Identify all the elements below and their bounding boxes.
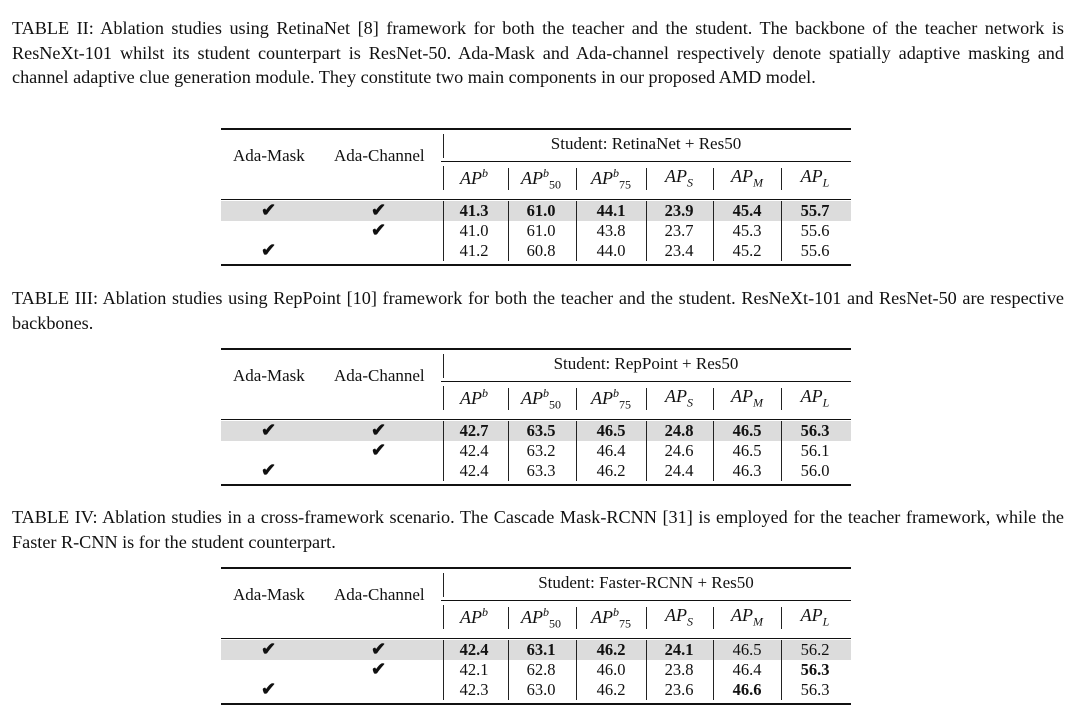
table-cell: 45.2 (732, 241, 762, 260)
table-cell: 46.6 (732, 680, 762, 699)
table-cell: 56.0 (800, 461, 830, 480)
header-rule (221, 419, 851, 420)
ap-m-header: $AP_M$ (731, 166, 763, 190)
column-separator (713, 388, 714, 410)
column-separator (443, 201, 444, 261)
group-title: Student: RetinaNet + Res50 (550, 134, 742, 153)
ap-s-header: $AP_S$ (665, 386, 693, 410)
column-separator (713, 607, 714, 629)
table-cell: 44.0 (596, 241, 626, 260)
ada-mask-header: Ada-Mask (233, 366, 305, 385)
ap-l-header: $AP_L$ (800, 605, 830, 629)
column-separator (443, 168, 444, 190)
column-separator (508, 607, 509, 629)
table-cell: 24.4 (664, 461, 694, 480)
column-separator (646, 607, 647, 629)
column-separator (508, 388, 509, 410)
header-rule (221, 638, 851, 639)
ada-channel-check: ✔ (371, 420, 387, 440)
table-cell: 46.5 (732, 441, 762, 460)
ap-s-header: $AP_S$ (665, 605, 693, 629)
header-rule (221, 199, 851, 200)
table-cell: 24.1 (664, 640, 694, 659)
table-cell: 42.4 (459, 461, 489, 480)
column-separator (443, 607, 444, 629)
table-cell: 63.2 (526, 441, 556, 460)
column-separator (646, 168, 647, 190)
group-title: Student: RepPoint + Res50 (553, 354, 739, 373)
column-separator (508, 201, 509, 261)
table-iii (221, 348, 851, 498)
ada-mask-check: ✔ (261, 460, 277, 480)
table-cell: 56.3 (800, 421, 830, 440)
table-cell: 24.8 (664, 421, 694, 440)
column-separator (576, 388, 577, 410)
column-separator (781, 201, 782, 261)
column-separator (646, 388, 647, 410)
column-separator (443, 388, 444, 410)
table-cell: 46.2 (596, 461, 626, 480)
ap-b-50-header: $AP^b_{50}$ (521, 166, 561, 192)
bottom-rule (221, 703, 851, 705)
ap-l-header: $AP_L$ (800, 386, 830, 410)
ada-channel-check: ✔ (371, 440, 387, 460)
ada-mask-header: Ada-Mask (233, 585, 305, 604)
ap-b-75-header: $AP^b_{75}$ (591, 386, 631, 412)
table-cell: 46.5 (732, 640, 762, 659)
column-separator (576, 421, 577, 481)
table-cell: 46.5 (732, 421, 762, 440)
column-separator (646, 640, 647, 700)
table-cell: 42.7 (459, 421, 489, 440)
ada-channel-check: ✔ (371, 200, 387, 220)
column-separator (781, 607, 782, 629)
table-cell: 23.8 (664, 660, 694, 679)
column-separator (508, 640, 509, 700)
ada-mask-header: Ada-Mask (233, 146, 305, 165)
table-cell: 46.4 (732, 660, 762, 679)
group-title: Student: Faster-RCNN + Res50 (538, 573, 754, 592)
table-cell: 42.4 (459, 640, 489, 659)
table-cell: 56.3 (800, 680, 830, 699)
column-separator (781, 168, 782, 190)
column-separator (713, 640, 714, 700)
column-separator (781, 421, 782, 481)
table-cell: 41.2 (459, 241, 489, 260)
ada-mask-check: ✔ (261, 420, 277, 440)
bottom-rule (221, 484, 851, 486)
top-rule (221, 567, 851, 569)
table-cell: 42.4 (459, 441, 489, 460)
ap-b-header: $AP^b$ (460, 166, 488, 188)
table-cell: 23.6 (664, 680, 694, 699)
table-cell: 63.5 (526, 421, 556, 440)
table-cell: 46.0 (596, 660, 626, 679)
table-cell: 46.5 (596, 421, 626, 440)
table-cell: 61.0 (526, 221, 556, 240)
table-cell: 46.4 (596, 441, 626, 460)
table-cell: 63.0 (526, 680, 556, 699)
ada-mask-check: ✔ (261, 240, 277, 260)
table-cell: 61.0 (526, 201, 556, 220)
table-cell: 42.1 (459, 660, 489, 679)
table-iii-caption: TABLE III: Ablation studies using RepPoint [10] framework for both the teacher and the student. ResNeXt-101 and ResNet-50 are respective backbones. (12, 288, 1064, 333)
column-separator (781, 640, 782, 700)
column-separator (576, 168, 577, 190)
column-separator (781, 388, 782, 410)
table-cell: 45.4 (732, 201, 762, 220)
ada-channel-header: Ada-Channel (334, 146, 425, 165)
table-cell: 43.8 (596, 221, 626, 240)
table-cell: 45.3 (732, 221, 762, 240)
table-cell: 46.2 (596, 680, 626, 699)
ap-b-header: $AP^b$ (460, 605, 488, 627)
ap-b-75-header: $AP^b_{75}$ (591, 166, 631, 192)
column-separator (576, 640, 577, 700)
table-ii (221, 128, 851, 278)
top-rule (221, 348, 851, 350)
table-ii-caption: TABLE II: Ablation studies using RetinaNet [8] framework for both the teacher and the student. The backbone of the teacher network is ResNeXt-101 whilst its student counterpart is ResNet-50. Ada-Mask and Ada-channel respectively denote spatially adaptive masking and channel adaptive clue generation module. They constitute two main components in our proposed AMD model. (12, 18, 1064, 87)
table-iv (221, 567, 851, 717)
table-cell: 23.4 (664, 241, 694, 260)
ada-mask-check: ✔ (261, 200, 277, 220)
column-separator (646, 421, 647, 481)
ada-channel-check: ✔ (371, 639, 387, 659)
mid-rule (441, 600, 851, 601)
ada-mask-check: ✔ (261, 639, 277, 659)
table-cell: 23.7 (664, 221, 694, 240)
column-separator (508, 421, 509, 481)
column-separator (508, 168, 509, 190)
table-cell: 23.9 (664, 201, 694, 220)
bottom-rule (221, 264, 851, 266)
table-cell: 55.6 (800, 241, 830, 260)
table-cell: 44.1 (596, 201, 626, 220)
table-cell: 46.3 (732, 461, 762, 480)
ada-channel-header: Ada-Channel (334, 366, 425, 385)
table-cell: 56.1 (800, 441, 830, 460)
ap-b-50-header: $AP^b_{50}$ (521, 605, 561, 631)
table-cell: 24.6 (664, 441, 694, 460)
ada-mask-check: ✔ (261, 679, 277, 699)
mid-rule (441, 161, 851, 162)
table-cell: 55.7 (800, 201, 830, 220)
table-iv-caption: TABLE IV: Ablation studies in a cross-framework scenario. The Cascade Mask-RCNN [31] is employed for the teacher framework, while the Faster R-CNN is for the student counterpart. (12, 507, 1064, 552)
ada-channel-header: Ada-Channel (334, 585, 425, 604)
table-cell: 62.8 (526, 660, 556, 679)
table-cell: 41.3 (459, 201, 489, 220)
ap-s-header: $AP_S$ (665, 166, 693, 190)
ap-b-75-header: $AP^b_{75}$ (591, 605, 631, 631)
table-cell: 41.0 (459, 221, 489, 240)
table-cell: 55.6 (800, 221, 830, 240)
table-cell: 46.2 (596, 640, 626, 659)
mid-rule (441, 381, 851, 382)
ap-b-header: $AP^b$ (460, 386, 488, 408)
column-separator (713, 168, 714, 190)
top-rule (221, 128, 851, 130)
table-cell: 63.3 (526, 461, 556, 480)
column-separator (713, 421, 714, 481)
table-cell: 56.3 (800, 660, 830, 679)
column-separator (576, 607, 577, 629)
column-separator (713, 201, 714, 261)
table-cell: 42.3 (459, 680, 489, 699)
ap-m-header: $AP_M$ (731, 386, 763, 410)
column-separator (443, 640, 444, 700)
table-cell: 63.1 (526, 640, 556, 659)
column-separator (646, 201, 647, 261)
table-cell: 56.2 (800, 640, 830, 659)
ap-b-50-header: $AP^b_{50}$ (521, 386, 561, 412)
ap-m-header: $AP_M$ (731, 605, 763, 629)
ap-l-header: $AP_L$ (800, 166, 830, 190)
ada-channel-check: ✔ (371, 659, 387, 679)
ada-channel-check: ✔ (371, 220, 387, 240)
table-cell: 60.8 (526, 241, 556, 260)
column-separator (576, 201, 577, 261)
column-separator (443, 421, 444, 481)
